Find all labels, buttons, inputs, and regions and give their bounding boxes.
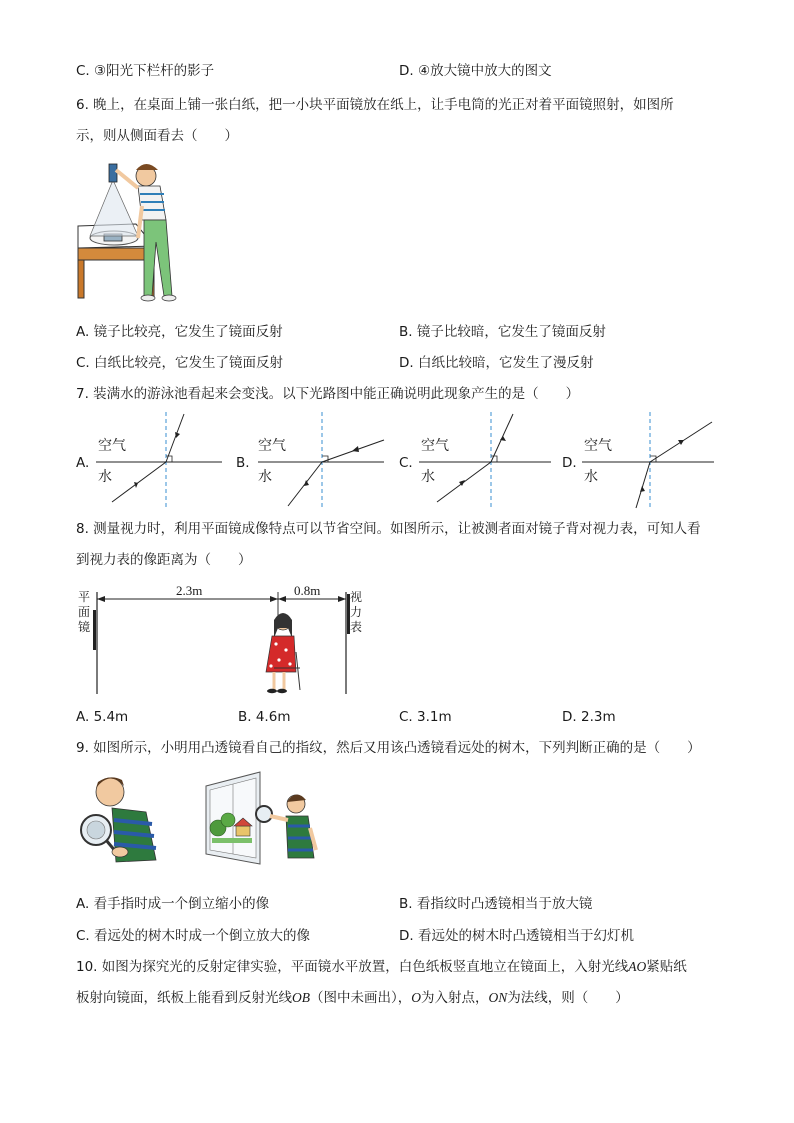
q6-stem-line2: 示，则从侧面看去（ ）	[76, 128, 238, 144]
q8-option-c: C. 3.1m	[399, 709, 452, 725]
q6-option-a: A. 镜子比较亮，它发生了镜面反射	[76, 324, 283, 340]
q10-stem-text-1b: 紧贴纸	[646, 959, 687, 975]
q8-chart-label-3: 表	[350, 620, 363, 634]
q8-mirror-label-1: 平	[78, 590, 91, 604]
q9-stem: 9. 如图所示，小明用凸透镜看自己的指纹，然后又用该凸透镜看远处的树木，下列判断正确的是（ ）	[76, 740, 701, 756]
q9-option-c: C. 看远处的树木时成一个倒立放大的像	[76, 928, 311, 944]
q9-option-d: D. 看远处的树木时凸透镜相当于幻灯机	[399, 928, 634, 944]
q9-fingerprint-figure	[76, 768, 186, 868]
q10-ray-ao: AO	[628, 959, 647, 974]
q8-mirror-label-2: 面	[78, 605, 91, 619]
q8-option-b: B. 4.6m	[238, 709, 291, 725]
q9-option-a: A. 看手指时成一个倒立缩小的像	[76, 896, 270, 912]
q8-option-d: D. 2.3m	[562, 709, 616, 725]
q7-diagram-a-letter: A.	[76, 455, 90, 471]
q10-stem-text-2b: （图中未画出），	[310, 990, 412, 1006]
q6-option-d: D. 白纸比较暗，它发生了漫反射	[399, 355, 594, 371]
q7-diagram-b-water-label: 水	[258, 469, 272, 485]
q7-diagram-c-water-label: 水	[421, 469, 435, 485]
q7-diagram-d-air-label: 空气	[584, 438, 612, 454]
q8-distance-mirror-to-person: 2.3m	[176, 583, 203, 598]
q7-diagram-d-water-label: 水	[584, 469, 598, 485]
q7-diagram-b-air-label: 空气	[258, 438, 286, 454]
q6-option-c: C. 白纸比较亮，它发生了镜面反射	[76, 355, 284, 371]
q8-distance-person-to-chart: 0.8m	[294, 583, 321, 598]
q8-chart-label-1: 视	[350, 590, 363, 604]
q7-diagram-b	[252, 410, 392, 510]
q10-stem-text-2c: 为入射点，	[421, 990, 489, 1006]
q8-stem-line1: 8. 测量视力时，利用平面镜成像特点可以节省空间。如图所示，让被测者面对镜子背对视力表，可知人看	[76, 521, 701, 537]
q6-flashlight-figure	[76, 158, 201, 308]
q10-stem-text-2a: 板射向镜面，纸板上能看到反射光线	[76, 990, 292, 1006]
q7-diagram-a-air-label: 空气	[98, 438, 126, 454]
q10-stem-text-1: 10. 如图为探究光的反射定律实验，平面镜水平放置，白色纸板竖直地立在镜面上，入射光线	[76, 959, 629, 975]
q10-ray-ob: OB	[292, 990, 310, 1005]
q7-diagram-c-letter: C.	[399, 455, 413, 471]
q7-diagram-c	[413, 410, 553, 510]
q8-option-a: A. 5.4m	[76, 709, 129, 725]
q7-diagram-d-letter: D.	[562, 455, 577, 471]
q9-distant-trees-figure	[200, 768, 330, 868]
q7-diagram-b-letter: B.	[236, 455, 250, 471]
q7-diagram-a-water-label: 水	[98, 469, 112, 485]
q5-option-c: C. ③阳光下栏杆的影子	[76, 63, 215, 79]
q8-stem-line2: 到视力表的像距离为（ ）	[76, 552, 252, 568]
q9-option-b: B. 看指纹时凸透镜相当于放大镜	[399, 896, 593, 912]
q8-chart-label-2: 力	[350, 605, 363, 619]
q6-stem-line1: 6. 晚上，在桌面上铺一张白纸，把一小块平面镜放在纸上，让手电筒的光正对着平面镜照射，如图所	[76, 97, 674, 113]
q10-stem-text-2d: 为法线，则（ ）	[507, 990, 629, 1006]
q7-diagram-c-air-label: 空气	[421, 438, 449, 454]
q10-stem-line2	[76, 989, 629, 1007]
q7-stem: 7. 装满水的游泳池看起来会变浅。以下光路图中能正确说明此现象产生的是（ ）	[76, 386, 580, 402]
q7-diagram-a	[90, 410, 230, 510]
q6-option-b: B. 镜子比较暗，它发生了镜面反射	[399, 324, 606, 340]
q5-option-d: D. ④放大镜中放大的图文	[399, 63, 552, 79]
q10-line-on: ON	[488, 990, 508, 1005]
q8-mirror-label-3: 镜	[78, 620, 91, 634]
q10-stem-line1	[76, 958, 687, 976]
q8-eye-test-figure	[76, 580, 366, 700]
q10-point-o: O	[411, 990, 421, 1005]
q7-diagram-d	[576, 410, 716, 510]
